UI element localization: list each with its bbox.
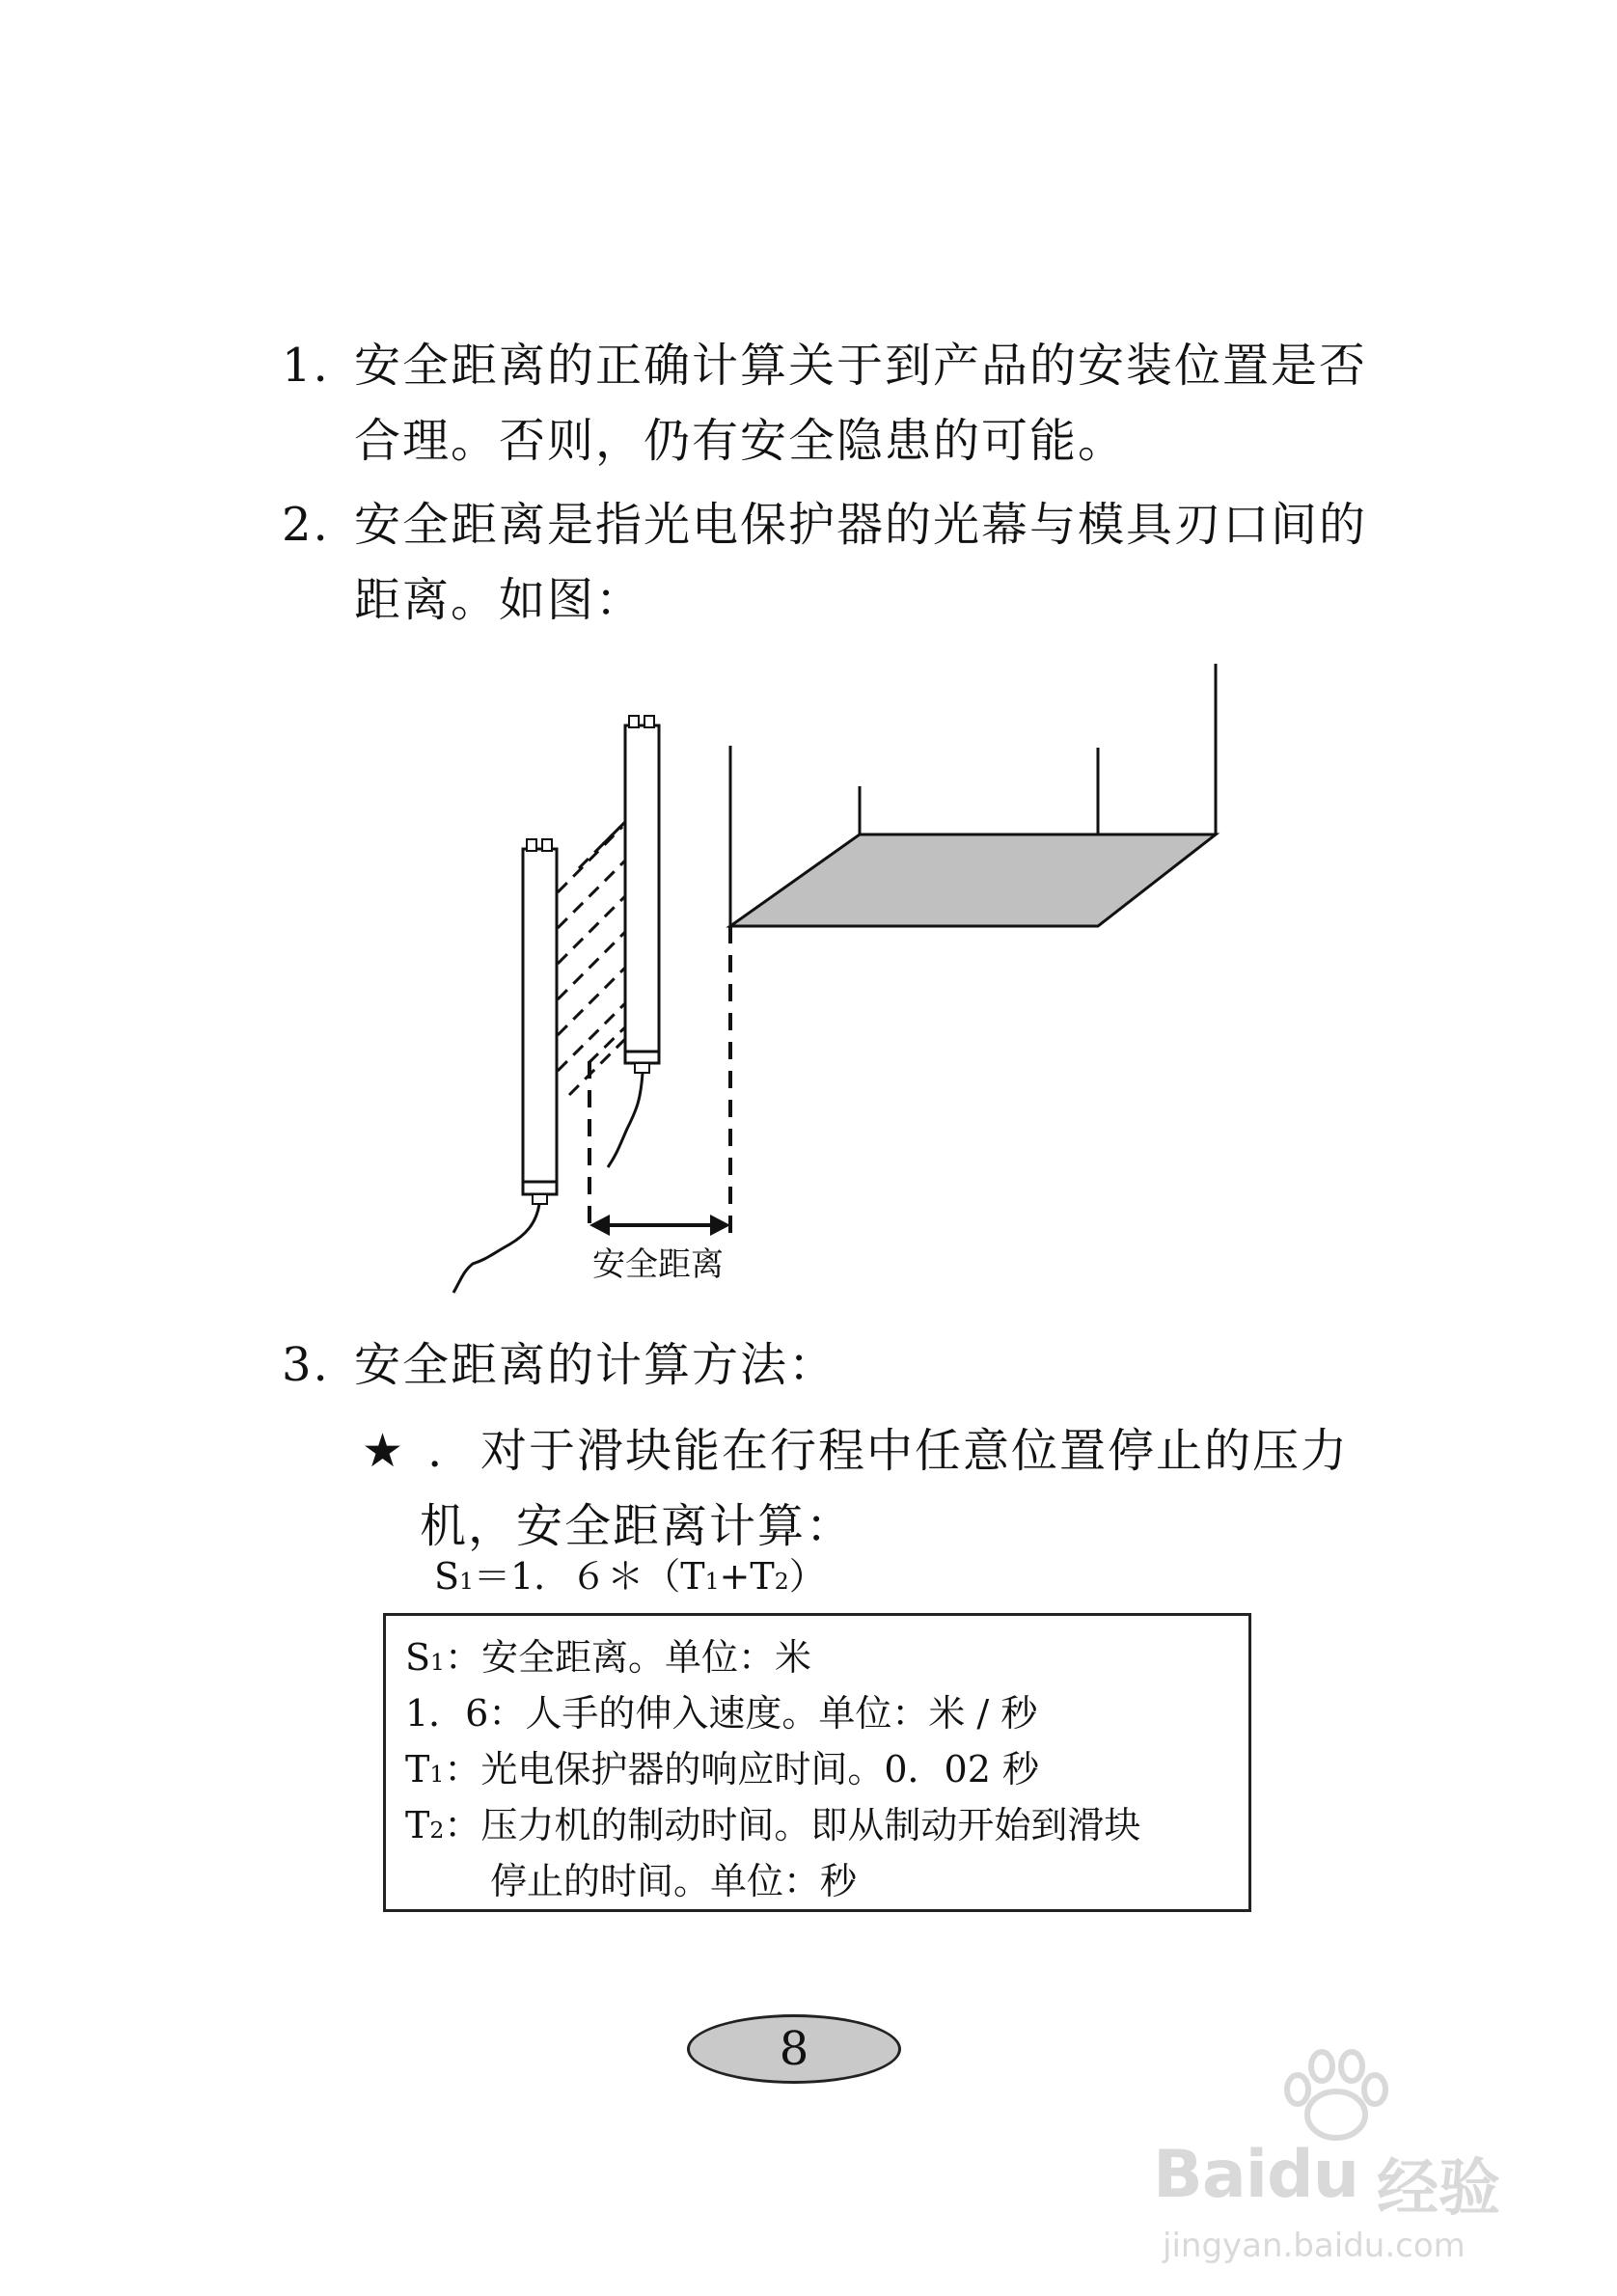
def-s1: S1：安全距离。单位：米 [405,1636,812,1679]
formula-s-sub: 1 [459,1568,475,1595]
item-number: 1. [282,339,330,393]
star-icon: ★ [362,1424,406,1478]
star-text-line2: 机，安全距离计算： [420,1499,855,1553]
formula-t2-sub: 2 [774,1568,789,1595]
item-text-line1: 安全距离的计算方法： [354,1338,837,1392]
item-number: 2. [282,498,330,552]
formula-s: S [434,1555,460,1598]
watermark-brand: Baidu [1153,2137,1359,2213]
formula-close: ） [788,1555,826,1598]
star-text-line1: 对于滑块能在行程中任意位置停止的压力 [480,1424,1350,1478]
item-text-line2: 距离。如图： [354,573,644,627]
formula-eq: ＝1．６＊（T [474,1555,705,1598]
formula-t1-sub: 1 [704,1568,720,1595]
def-t2-line2: 停止的时间。单位：秒 [490,1860,858,1902]
definitions-box [383,1613,1251,1912]
distance-arrow [589,1215,730,1236]
def-t2: T2：压力机的制动时间。即从制动开始到滑块 [405,1804,1141,1846]
die-platform [730,834,1216,926]
def-t1: T1：光电保护器的响应时间。0．02 秒 [405,1748,1039,1790]
safety-distance-label: 安全距离 [592,1245,724,1284]
item-text-line2: 合理。否则，仍有安全隐患的可能。 [354,414,1127,468]
item-text-line1: 安全距离是指光电保护器的光幕与模具刃口间的 [354,498,1368,552]
item-number: 3. [282,1338,330,1392]
baidu-watermark [1124,2045,1568,2267]
page-number: 8 [779,2022,809,2076]
item-text-line1: 安全距离的正确计算关于到产品的安装位置是否 [354,339,1368,393]
watermark-product: 经验 [1377,2153,1500,2225]
formula-plus: +T [719,1555,775,1598]
paw-icon [1269,2045,1404,2151]
watermark-url: jingyan.baidu.com [1163,2227,1466,2265]
def-speed: 1．6：人手的伸入速度。单位：米 / 秒 [405,1692,1038,1735]
safety-distance-formula [434,1546,826,1599]
receiver-column [608,716,659,1167]
star-dot: . [427,1424,445,1478]
emitter-column [453,839,557,1293]
